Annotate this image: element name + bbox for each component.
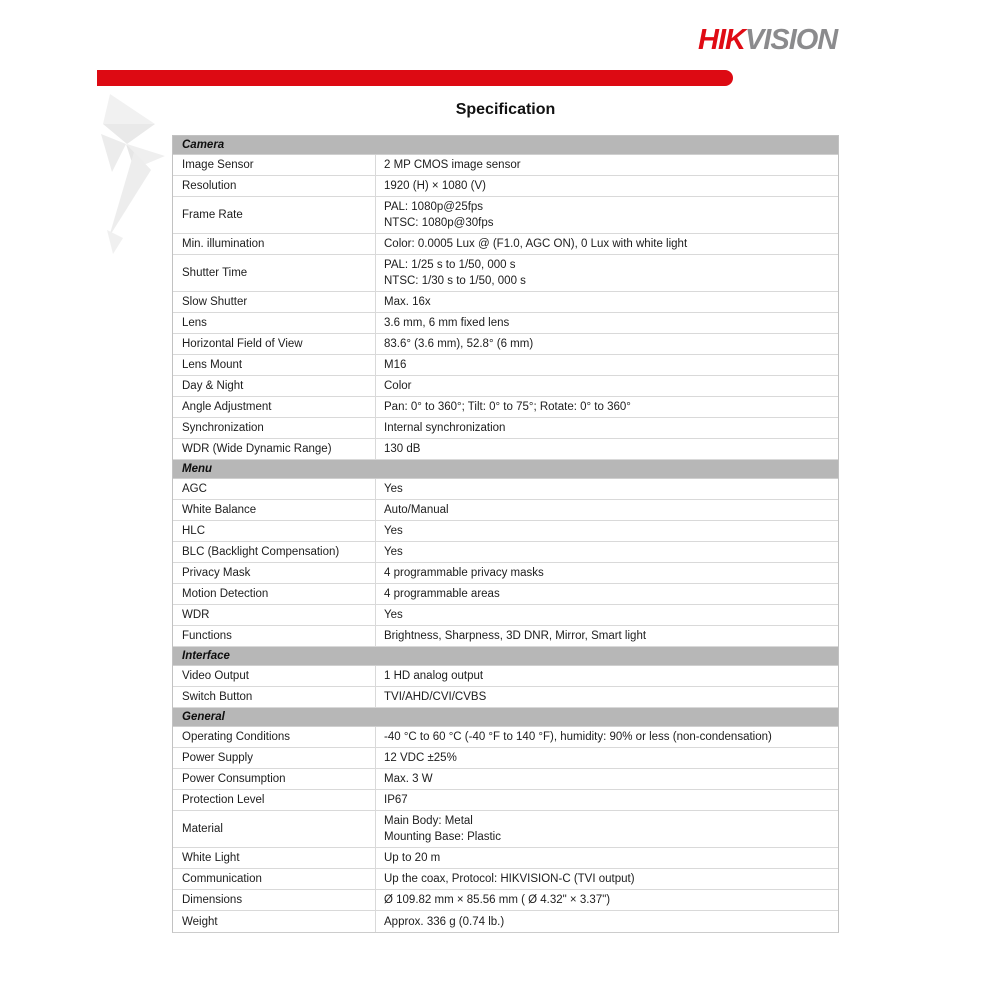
spec-value-cell xyxy=(376,666,838,686)
spec-value-cell xyxy=(376,748,838,768)
spec-value-line: Approx. 336 g (0.74 lb.) xyxy=(384,915,505,928)
spec-value-line: 4 programmable privacy masks xyxy=(384,567,544,579)
spec-row xyxy=(173,542,838,563)
spec-value-cell xyxy=(376,687,838,707)
spec-value-line: Main Body: Metal xyxy=(384,815,473,827)
spec-value-line: Pan: 0° to 360°; Tilt: 0° to 75°; Rotate: 0° to 360° xyxy=(384,401,631,413)
spec-value-line: IP67 xyxy=(384,794,408,806)
spec-value-cell xyxy=(376,334,838,354)
spec-value-line: Max. 3 W xyxy=(384,773,433,785)
spec-label-cell: Day & Night xyxy=(173,376,376,396)
spec-row xyxy=(173,155,838,176)
spec-label-cell: Slow Shutter xyxy=(173,292,376,312)
spec-label-cell: Weight xyxy=(173,911,376,932)
spec-value-cell xyxy=(376,848,838,868)
spec-value-cell xyxy=(376,542,838,562)
spec-row xyxy=(173,687,838,708)
spec-row xyxy=(173,563,838,584)
section-header-row xyxy=(173,647,838,666)
spec-value-cell xyxy=(376,605,838,625)
spec-value-cell xyxy=(376,255,838,291)
spec-value-cell xyxy=(376,176,838,196)
spec-value-line: Yes xyxy=(384,546,403,558)
spec-row xyxy=(173,911,838,932)
spec-row xyxy=(173,292,838,313)
spec-value-cell xyxy=(376,479,838,499)
spec-value-cell xyxy=(376,727,838,747)
spec-label-cell: Communication xyxy=(173,869,376,889)
spec-value-line: Max. 16x xyxy=(384,296,431,308)
spec-value-line: Up the coax, Protocol: HIKVISION-C (TVI output) xyxy=(384,873,635,885)
spec-value-cell xyxy=(376,397,838,417)
spec-value-cell xyxy=(376,313,838,333)
spec-row xyxy=(173,355,838,376)
spec-value-line: 83.6° (3.6 mm), 52.8° (6 mm) xyxy=(384,338,534,350)
spec-label-cell: HLC xyxy=(173,521,376,541)
spec-label-cell: Power Consumption xyxy=(173,769,376,789)
section-header-label: Camera xyxy=(182,139,225,151)
spec-value-cell xyxy=(376,626,838,646)
spec-value-line: 2 MP CMOS image sensor xyxy=(384,159,521,171)
spec-label-cell: Protection Level xyxy=(173,790,376,810)
section-header-row xyxy=(173,136,838,155)
spec-table xyxy=(172,135,839,933)
spec-label-cell: Motion Detection xyxy=(173,584,376,604)
spec-value-cell xyxy=(376,584,838,604)
section-header-label: Interface xyxy=(182,650,230,662)
spec-label-cell: White Light xyxy=(173,848,376,868)
spec-label-cell: White Balance xyxy=(173,500,376,520)
spec-value-line: -40 °C to 60 °C (-40 °F to 140 °F), humidity: 90% or less (non-condensation) xyxy=(384,731,772,743)
spec-row xyxy=(173,479,838,500)
spec-value-line: Yes xyxy=(384,483,403,495)
spec-value-line: 3.6 mm, 6 mm fixed lens xyxy=(384,317,510,329)
spec-row xyxy=(173,439,838,460)
hikvision-logo xyxy=(698,24,837,57)
spec-value-line: Yes xyxy=(384,609,403,621)
spec-label-cell: BLC (Backlight Compensation) xyxy=(173,542,376,562)
spec-value-cell xyxy=(376,911,838,932)
spec-row xyxy=(173,769,838,790)
spec-row xyxy=(173,626,838,647)
spec-value-line: Internal synchronization xyxy=(384,422,506,434)
logo-hik-text: HIK xyxy=(698,24,745,56)
spec-row xyxy=(173,234,838,255)
spec-label-cell: Frame Rate xyxy=(173,197,376,233)
spec-value-cell xyxy=(376,811,838,847)
spec-label-cell: Power Supply xyxy=(173,748,376,768)
spec-label-cell: WDR (Wide Dynamic Range) xyxy=(173,439,376,459)
spec-value-cell xyxy=(376,500,838,520)
spec-label-cell: Min. illumination xyxy=(173,234,376,254)
spec-value-line: 4 programmable areas xyxy=(384,588,500,600)
spec-value-line: Yes xyxy=(384,525,403,537)
spec-value-cell xyxy=(376,292,838,312)
spec-value-cell xyxy=(376,376,838,396)
spec-row xyxy=(173,176,838,197)
spec-label-cell: Operating Conditions xyxy=(173,727,376,747)
spec-row xyxy=(173,376,838,397)
spec-label-cell: Horizontal Field of View xyxy=(173,334,376,354)
spec-value-cell xyxy=(376,155,838,175)
spec-label-cell: AGC xyxy=(173,479,376,499)
spec-row xyxy=(173,313,838,334)
spec-label-cell: WDR xyxy=(173,605,376,625)
spec-row xyxy=(173,334,838,355)
spec-label-cell: Dimensions xyxy=(173,890,376,910)
spec-value-cell xyxy=(376,234,838,254)
spec-value-cell xyxy=(376,355,838,375)
spec-value-line: Color xyxy=(384,380,412,392)
section-header-row xyxy=(173,460,838,479)
spec-row xyxy=(173,584,838,605)
spec-label-cell: Lens xyxy=(173,313,376,333)
spec-value-line: 130 dB xyxy=(384,443,421,455)
spec-label-cell: Video Output xyxy=(173,666,376,686)
spec-label-cell: Resolution xyxy=(173,176,376,196)
spec-row xyxy=(173,521,838,542)
spec-label-cell: Material xyxy=(173,811,376,847)
spec-value-line: NTSC: 1/30 s to 1/50, 000 s xyxy=(384,275,526,287)
spec-value-cell xyxy=(376,790,838,810)
spec-row xyxy=(173,790,838,811)
spec-value-line: NTSC: 1080p@30fps xyxy=(384,217,494,229)
spec-value-line: Mounting Base: Plastic xyxy=(384,831,501,843)
spec-row xyxy=(173,811,838,848)
spec-value-line: 1920 (H) × 1080 (V) xyxy=(384,180,486,192)
page-title: Specification xyxy=(455,101,556,118)
spec-label-cell: Privacy Mask xyxy=(173,563,376,583)
spec-value-cell xyxy=(376,563,838,583)
spec-row xyxy=(173,748,838,769)
spec-value-cell xyxy=(376,890,838,910)
spec-label-cell: Functions xyxy=(173,626,376,646)
section-header-label: Menu xyxy=(182,463,213,475)
spec-value-line: Ø 109.82 mm × 85.56 mm ( Ø 4.32" × 3.37") xyxy=(384,894,611,906)
spec-value-line: Color: 0.0005 Lux @ (F1.0, AGC ON), 0 Lux with white light xyxy=(384,238,688,250)
spec-row xyxy=(173,255,838,292)
spec-value-line: Brightness, Sharpness, 3D DNR, Mirror, Smart light xyxy=(384,630,647,642)
spec-row xyxy=(173,666,838,687)
spec-value-line: M16 xyxy=(384,359,407,371)
spec-value-line: Up to 20 m xyxy=(384,852,441,864)
spec-label-cell: Lens Mount xyxy=(173,355,376,375)
spec-label-cell: Switch Button xyxy=(173,687,376,707)
spec-value-line: 12 VDC ±25% xyxy=(384,752,457,764)
spec-value-cell xyxy=(376,439,838,459)
red-divider-bar xyxy=(97,70,733,86)
spec-row xyxy=(173,605,838,626)
spec-row xyxy=(173,397,838,418)
logo-vision-text: VISION xyxy=(744,24,838,56)
spec-value-line: 1 HD analog output xyxy=(384,670,484,682)
watermark-star-icon xyxy=(93,92,183,262)
spec-value-cell xyxy=(376,197,838,233)
spec-row xyxy=(173,197,838,234)
spec-row xyxy=(173,869,838,890)
spec-label-cell: Image Sensor xyxy=(173,155,376,175)
spec-value-cell xyxy=(376,418,838,438)
section-header-label: General xyxy=(182,711,225,723)
spec-value-line: PAL: 1/25 s to 1/50, 000 s xyxy=(384,259,516,271)
spec-label-cell: Shutter Time xyxy=(173,255,376,291)
spec-row xyxy=(173,727,838,748)
spec-label-cell: Synchronization xyxy=(173,418,376,438)
spec-value-cell xyxy=(376,521,838,541)
spec-label-cell: Angle Adjustment xyxy=(173,397,376,417)
spec-row xyxy=(173,418,838,439)
spec-value-line: PAL: 1080p@25fps xyxy=(384,201,484,213)
spec-value-cell xyxy=(376,769,838,789)
spec-value-line: TVI/AHD/CVI/CVBS xyxy=(384,691,487,703)
spec-value-cell xyxy=(376,869,838,889)
spec-value-line: Auto/Manual xyxy=(384,504,449,516)
spec-row xyxy=(173,890,838,911)
spec-row xyxy=(173,848,838,869)
spec-row xyxy=(173,500,838,521)
section-header-row xyxy=(173,708,838,727)
